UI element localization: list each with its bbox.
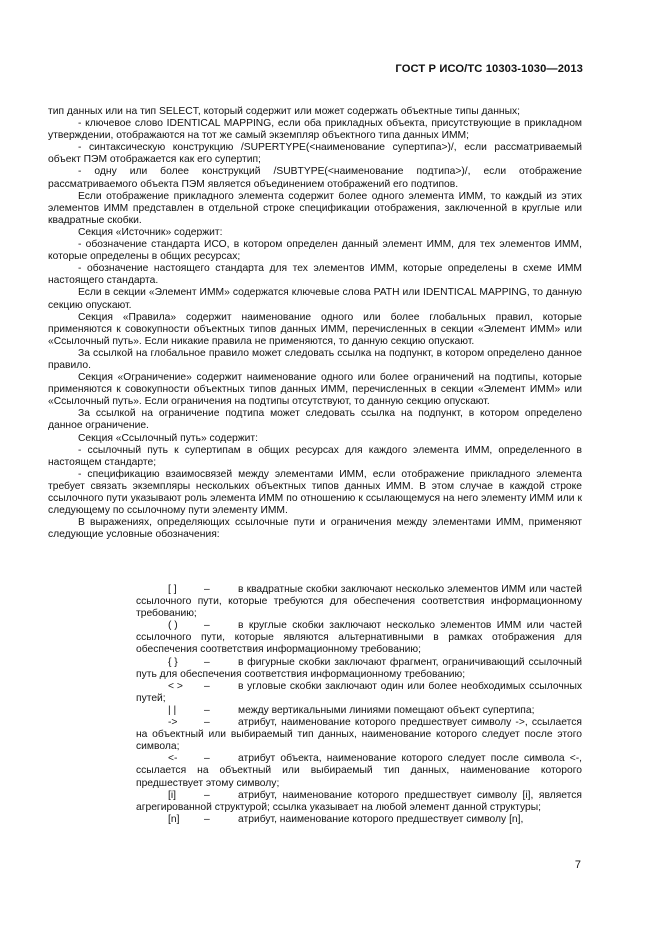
- definition-dash: –: [204, 680, 210, 692]
- definition-text: атрибут объекта, наименование которого следует после символа <-, ссылается на объектный или выбираемый тип данных, наименование которого предшествует этому символу;: [136, 753, 582, 789]
- definition-dash: –: [204, 753, 210, 765]
- body-text: [48, 106, 582, 541]
- notation-definitions: [136, 584, 582, 826]
- page-number: 7: [574, 859, 581, 871]
- definition-symbol: { }: [168, 656, 178, 668]
- definition-text: в фигурные скобки заключают фрагмент, ограничивающий ссылочный путь для обеспечения соответствия информационному требованию;: [136, 656, 582, 680]
- paragraph: Секция «Правила» содержит наименование одного или более глобальных правил, которые применяются к совокупности объектных типов данных ИММ, перечисленных в секции «Элемент ИММ» или «Ссылочный путь». Если никакие правила не применяются, то данную секцию опускают.: [48, 311, 582, 347]
- document-header: ГОСТ Р ИСО/ТС 10303-1030—2013: [395, 63, 583, 75]
- paragraph: Если в секции «Элемент ИММ» содержатся ключевые слова PATH или IDENTICAL MAPPING, то данную секцию опускают.: [48, 287, 582, 311]
- definition-text: между вертикальными линиями помещают объект супертипа;: [238, 704, 535, 716]
- definition-symbol: [ ]: [168, 584, 177, 595]
- definition-item: [136, 814, 582, 826]
- definition-dash: –: [204, 584, 210, 595]
- paragraph: Секция «Источник» содержит:: [78, 226, 223, 238]
- definition-symbol: | |: [168, 704, 177, 716]
- definition-text: в угловые скобки заключают один или более необходимых ссылочных путей;: [136, 680, 582, 704]
- definition-dash: –: [204, 789, 210, 801]
- paragraph: За ссылкой на глобальное правило может следовать ссылка на подпункт, в котором определено данное правило.: [48, 347, 582, 371]
- definition-text: атрибут, наименование которого предшествует символу ->, ссылается на объектный или выбираемый тип данных, наименование которого следует после этого символа;: [136, 717, 582, 753]
- paragraph: - обозначение настоящего стандарта для тех элементов ИММ, которые определены в схеме ИММ настоящего стандарта.: [48, 263, 582, 287]
- definition-text: атрибут, наименование которого предшествует символу [n],: [238, 813, 524, 825]
- definition-dash: –: [204, 813, 210, 825]
- definition-symbol: < >: [168, 680, 183, 692]
- definition-text: атрибут, наименование которого предшествует символу [i], является агрегированной структурой; ссылка указывает на любой элемент данной структуры;: [136, 789, 582, 813]
- definition-symbol: ( ): [168, 620, 178, 632]
- definition-item: [136, 657, 582, 681]
- definition-item: [136, 584, 582, 620]
- definition-dash: –: [204, 620, 210, 632]
- definition-item: [136, 790, 582, 814]
- definition-symbol: <-: [168, 753, 178, 765]
- paragraph: Если отображение прикладного элемента содержит более одного элемента ИММ, то каждый из этих элементов ИММ представлен в отдельной строке спецификации отображения, заключенной в круглые или квадратные скобки.: [48, 190, 582, 226]
- definition-item: [136, 753, 582, 789]
- paragraph: - обозначение стандарта ИСО, в котором определен данный элемент ИММ, для тех элементов ИММ, которые определены в общих ресурсах;: [48, 239, 582, 263]
- paragraph: - ссылочный путь к супертипам в общих ресурсах для каждого элемента ИММ, определенного в настоящем стандарте;: [48, 444, 582, 468]
- definition-item: [136, 717, 582, 753]
- definition-text: в круглые скобки заключают несколько элементов ИММ или частей ссылочного пути, которые являются альтернативными в рамках отображения для обеспечения соответствия информационному требованию;: [136, 620, 582, 656]
- definition-symbol: [n]: [168, 813, 180, 825]
- definition-item: [136, 681, 582, 705]
- paragraph: - синтаксическую конструкцию /SUPERTYPE(<наименование супертипа>)/, если рассматриваемый объект ПЭМ отображается как его супертип;: [48, 142, 582, 166]
- definition-item: [136, 705, 582, 717]
- paragraph: - одну или более конструкций /SUBTYPE(<наименование подтипа>)/, если отображение рассматриваемого объекта ПЭМ является объединением отображений его подтипов.: [48, 166, 582, 190]
- definition-dash: –: [204, 656, 210, 668]
- paragraph: Секция «Ограничение» содержит наименование одного или более ограничений на подтипы, которые применяются к совокупности объектных типов данных ИММ, перечисленных в секции «Элемент ИММ» или «Ссылочный путь». Если ограничения на подтипы отсутствуют, то данную секцию опускают.: [48, 372, 582, 408]
- paragraph: тип данных или на тип SELECT, который содержит или может содержать объектные типы данных;: [48, 106, 520, 117]
- definition-dash: –: [204, 704, 210, 716]
- definition-text: в квадратные скобки заключают несколько элементов ИММ или частей ссылочного пути, которые требуются для обеспечения соответствия информационному требованию;: [136, 584, 582, 620]
- paragraph: - спецификацию взаимосвязей между элементами ИММ, если отображение прикладного элемента требует связать экземпляры нескольких объектных типов данных ИММ. В этом случае в каждой строке ссылочного пути указывают роль элемента ИММ по отношению к ссылающемуся на него элементу ИММ или к следующему по ссылочному пути элементу ИММ.: [48, 468, 582, 517]
- definition-symbol: [i]: [168, 789, 177, 801]
- paragraph: Секция «Ссылочный путь» содержит:: [78, 432, 258, 444]
- paragraph: - ключевое слово IDENTICAL MAPPING, если оба прикладных объекта, присутствующие в прикладном утверждении, отображаются на тот же самый экземпляр объектного типа данных ИММ;: [48, 118, 582, 142]
- definition-dash: –: [204, 717, 210, 729]
- definition-symbol: ->: [168, 717, 178, 729]
- paragraph: За ссылкой на ограничение подтипа может следовать ссылка на подпункт, в котором определено данное ограничение.: [48, 408, 582, 432]
- definition-item: [136, 620, 582, 656]
- paragraph: В выражениях, определяющих ссылочные пути и ограничения между элементами ИММ, применяют следующие условные обозначения:: [48, 517, 582, 541]
